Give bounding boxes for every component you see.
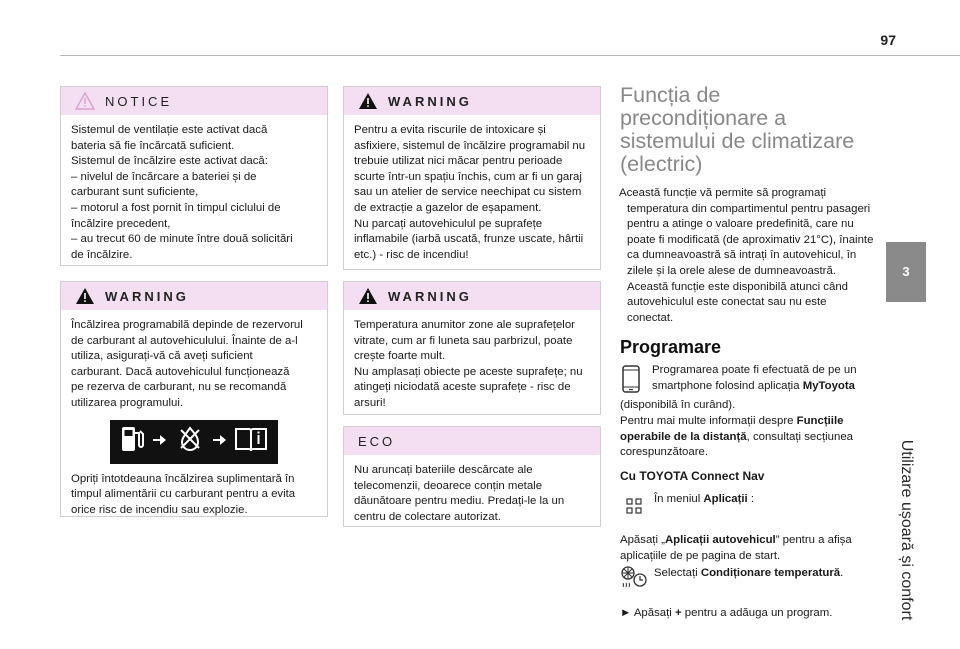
warning-title: WARNING xyxy=(388,288,472,304)
bold-term: Aplicații xyxy=(703,493,748,506)
text-line: Sistemul de încălzire este activat dacă: xyxy=(71,155,268,168)
text-line xyxy=(620,533,882,549)
text-segment: Selectați xyxy=(654,566,701,579)
warning-triangle-filled-icon xyxy=(358,287,378,305)
text-line: inflamabile (iarbă uscată, frunze uscate, hârtii xyxy=(354,233,584,246)
text-line: ca dumneavoastră să intrați în autovehicul, în xyxy=(627,249,857,262)
arrow-icon xyxy=(213,433,227,451)
intro-text xyxy=(619,186,882,326)
text-line: bateria să fie încărcată suficient. xyxy=(71,139,235,152)
text-line: utiliza, asigurați-vă că aveți suficient xyxy=(71,350,253,363)
title-line: (electric) xyxy=(620,152,703,176)
text-line: corespunzătoare. xyxy=(620,446,709,459)
text-line: zilele și la orele alese de dumneavoastră. xyxy=(627,264,836,277)
text-line: timpul alimentării cu carburant pentru a evita xyxy=(71,488,296,501)
text-segment: pentru a adăuga un program. xyxy=(681,606,833,619)
text-segment: Apăsați xyxy=(631,606,675,619)
text-line: Nu parcați autovehiculul pe suprafețe xyxy=(354,217,543,230)
eco-title: ECO xyxy=(358,433,396,449)
warning-text-bottom xyxy=(61,472,327,525)
eco-box xyxy=(343,426,601,527)
text-line: Această funcție este disponibilă atunci când xyxy=(627,280,848,293)
warning-box-glass xyxy=(343,281,601,415)
text-line: – motorul a fost pornit în timpul ciclului de xyxy=(71,201,281,214)
eco-header xyxy=(344,427,600,455)
text-line: trebuie utilizat nici măcar pentru perioade xyxy=(354,155,563,168)
warning-triangle-filled-icon xyxy=(75,287,95,305)
text-line xyxy=(620,414,882,430)
select-row xyxy=(620,565,882,594)
text-line: orice risc de incendiu sau explozie. xyxy=(71,503,248,516)
text-line: Sistemul de ventilație este activat dacă xyxy=(71,124,268,136)
text-segment: Apăsați „ xyxy=(620,534,665,547)
text-line: de încălzire. xyxy=(71,248,133,261)
text-line: de extracție a gazelor de eșapament. xyxy=(354,201,542,214)
text-line: crește foarte mult. xyxy=(354,350,446,363)
notice-title: NOTICE xyxy=(105,93,173,109)
text-line: Temperatura anumitor zone ale suprafețelor xyxy=(354,319,575,331)
text-segment: smartphone folosind aplicația xyxy=(652,379,803,392)
text-segment: ” pentru a afișa xyxy=(775,534,852,547)
top-rule xyxy=(60,55,960,56)
apps-grid-icon xyxy=(626,498,642,519)
warning-text xyxy=(61,310,327,412)
text-line: Programarea poate fi efectuată de pe un xyxy=(652,364,857,377)
nav-heading: Cu TOYOTA Connect Nav xyxy=(620,468,765,483)
text-segment: În meniul xyxy=(654,493,704,506)
pictogram-strip xyxy=(110,420,278,464)
warning-title: WARNING xyxy=(105,288,189,304)
programming-smartphone-row xyxy=(620,363,882,398)
text-line: vitrate, cum ar fi luneta sau parbrizul, poate xyxy=(354,334,573,347)
add-program-bullet xyxy=(620,606,882,622)
warning-box-fuel xyxy=(60,281,328,517)
text-line: (disponibilă în curând). xyxy=(620,399,736,412)
warning-triangle-outline-icon xyxy=(75,92,95,110)
warning-triangle-filled-icon xyxy=(358,92,378,110)
text-line xyxy=(620,430,882,446)
warning-header xyxy=(344,282,600,310)
text-line: încălzire precedent, xyxy=(71,217,171,230)
plus-symbol: + xyxy=(674,606,682,619)
text-segment: , consultați secțiunea xyxy=(746,430,853,443)
text-line: de carburant al autovehiculului. Înainte de a-l xyxy=(71,334,298,347)
nav-menu-row xyxy=(620,492,882,519)
warning-box-intoxication xyxy=(343,86,601,270)
text-line xyxy=(654,566,843,582)
text-line: Nu aruncați bateriile descărcate ale xyxy=(354,464,533,476)
title-line: precondiționare a xyxy=(620,106,787,130)
text-line xyxy=(652,379,857,395)
text-line: – au trecut 60 de minute între două solicitări xyxy=(71,233,293,246)
text-line: Încălzirea programabilă depinde de rezervorul xyxy=(71,319,303,331)
text-line: Nu amplasați obiecte pe aceste suprafețe; nu xyxy=(354,365,583,378)
text-line: telecomenzii, deoarece conțin metale xyxy=(354,479,543,492)
fuel-pump-icon xyxy=(120,424,146,459)
text-line: Pentru a evita riscurile de intoxicare și xyxy=(354,124,546,136)
title-line: Funcția de xyxy=(620,83,721,107)
text-segment: Pentru mai multe informații despre xyxy=(620,414,797,427)
text-line: autovehiculul este conectat sau nu este xyxy=(627,296,827,309)
text-line: Această funcție vă permite să programați xyxy=(619,187,827,199)
text-line: pe rezerva de carburant, nu se recomandă xyxy=(71,381,287,394)
arrow-icon xyxy=(153,433,167,451)
text-line: atingeți niciodată aceste suprafețe - risc de xyxy=(354,381,571,394)
text-line: dăunătoare pentru mediu. Predați-le la un xyxy=(354,495,565,508)
press-text xyxy=(620,533,882,564)
bullet-marker: ► xyxy=(620,606,632,619)
text-line: asfixiere, sistemul de încălzire programabil nu xyxy=(354,139,586,152)
notice-text xyxy=(61,115,327,269)
text-line: scurte într-un spațiu închis, cum ar fi un garaj xyxy=(354,170,582,183)
text-line: poate fi modificată (de aproximativ 21°C), înainte xyxy=(627,233,874,246)
text-line: sau un atelier de service neechipat cu sistem xyxy=(354,186,582,199)
text-line xyxy=(654,492,754,508)
text-line: conectat. xyxy=(627,311,674,324)
warning-header xyxy=(344,87,600,115)
climate-fan-icon xyxy=(620,565,648,594)
title-line: sistemului de climatizare xyxy=(620,129,855,153)
text-line: – nivelul de încărcare a bateriei și de xyxy=(71,170,257,183)
chapter-title: Utilizare ușoară și confort xyxy=(898,439,915,621)
text-line: carburant sunt suficiente, xyxy=(71,186,199,199)
text-line: temperatura din compartimentul pentru pasageri xyxy=(627,202,871,215)
text-line: etc.) - risc de incendiu! xyxy=(354,248,469,261)
no-flame-icon xyxy=(175,424,205,459)
bold-term: operabile de la distanță xyxy=(620,430,747,443)
text-line: centru de colectare autorizat. xyxy=(354,510,501,523)
text-segment: . xyxy=(840,566,844,579)
section-title xyxy=(620,84,882,176)
chapter-tab[interactable]: 3 xyxy=(886,242,926,302)
notice-header xyxy=(61,87,327,115)
text-line: aplicațiile de pe pagina de start. xyxy=(620,549,781,562)
eco-text xyxy=(344,455,600,531)
warning-text xyxy=(344,115,600,269)
notice-box xyxy=(60,86,328,266)
text-line: arsuri! xyxy=(354,396,386,409)
warning-header xyxy=(61,282,327,310)
smartphone-icon xyxy=(620,365,642,398)
text-line: Opriți întotdeauna încălzirea suplimentară în xyxy=(71,472,295,485)
text-line: carburant. Dacă autovehiculul funcționează xyxy=(71,365,290,378)
bold-term: Funcțiile xyxy=(796,414,844,427)
programming-text xyxy=(652,363,857,394)
bold-term: Condiționare temperatură xyxy=(700,566,841,579)
climate-preconditioning-section xyxy=(620,84,882,621)
text-line: utilizarea programului. xyxy=(71,396,184,409)
manual-book-icon xyxy=(234,425,268,458)
bold-term: Aplicații autovehicul xyxy=(664,534,776,547)
page-number: 97 xyxy=(880,32,896,48)
warning-text xyxy=(344,310,600,418)
programming-heading: Programare xyxy=(620,337,722,358)
app-name: MyToyota xyxy=(802,379,856,392)
warning-title: WARNING xyxy=(388,93,472,109)
text-line: pentru a atinge o valoare predefinită, care nu xyxy=(627,218,854,231)
text-segment: : xyxy=(747,493,755,506)
